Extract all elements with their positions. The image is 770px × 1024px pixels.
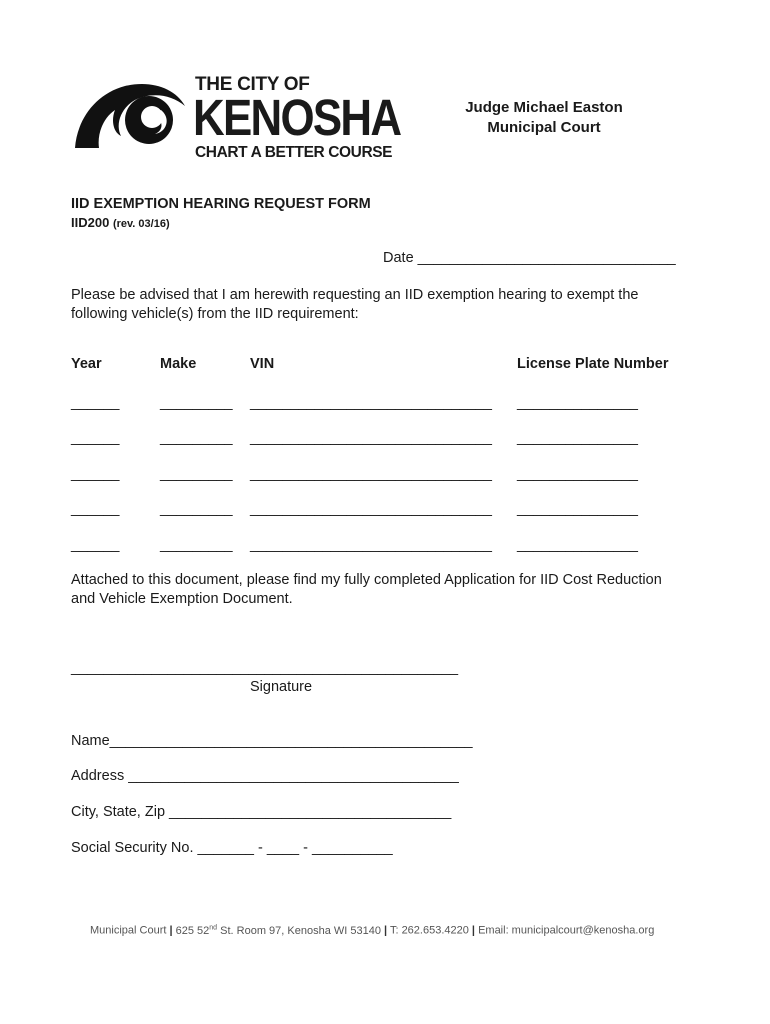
ssn-field[interactable]: Social Security No. _______ - ____ - __________	[71, 840, 393, 856]
form-code	[71, 215, 170, 230]
vin-field[interactable]: ______________________________	[250, 430, 492, 446]
date-label: Date	[383, 250, 414, 266]
license-plate-field[interactable]: _______________	[517, 501, 638, 517]
make-field[interactable]: _________	[160, 395, 233, 411]
year-field[interactable]: ______	[71, 430, 120, 446]
signature-line[interactable]: ________________________________________________	[71, 660, 459, 676]
vin-field[interactable]: ______________________________	[250, 501, 492, 517]
column-header-year: Year	[71, 356, 102, 372]
license-plate-field[interactable]: _______________	[517, 395, 638, 411]
address-field[interactable]: Address _________________________________________	[71, 768, 459, 784]
footer-address: 625 52nd St. Room 97, Kenosha WI 53140	[175, 924, 381, 937]
date-row	[383, 250, 676, 266]
form-revision: (rev. 03/16)	[112, 218, 170, 230]
footer-separator: |	[169, 924, 173, 937]
court-header	[430, 98, 658, 138]
footer-separator: |	[384, 924, 388, 937]
city-logo	[73, 74, 401, 164]
vin-field[interactable]: ______________________________	[250, 537, 492, 553]
logo-line-1: THE CITY OF	[195, 74, 310, 95]
date-field[interactable]: ________________________________	[417, 250, 676, 266]
year-field[interactable]: ______	[71, 466, 120, 482]
name-field[interactable]: Name_____________________________________________	[71, 733, 473, 749]
license-plate-field[interactable]: _______________	[517, 430, 638, 446]
year-field[interactable]: ______	[71, 395, 120, 411]
column-header-license-plate: License Plate Number	[517, 356, 669, 372]
license-plate-field[interactable]: _______________	[517, 466, 638, 482]
court-name: Municipal Court	[487, 119, 601, 136]
judge-name: Judge Michael Easton	[465, 99, 623, 116]
page-footer	[90, 924, 690, 937]
footer-court: Municipal Court	[90, 924, 167, 937]
license-plate-field[interactable]: _______________	[517, 537, 638, 553]
signature-label: Signature	[250, 679, 313, 695]
year-field[interactable]: ______	[71, 537, 120, 553]
make-field[interactable]: _________	[160, 466, 233, 482]
column-header-make: Make	[160, 356, 197, 372]
vin-field[interactable]: ______________________________	[250, 466, 492, 482]
year-field[interactable]: ______	[71, 501, 120, 517]
logo-tagline: CHART A BETTER COURSE	[195, 144, 393, 161]
vin-field[interactable]: ______________________________	[250, 395, 492, 411]
footer-email: Email: municipalcourt@kenosha.org	[478, 924, 655, 937]
column-header-vin: VIN	[250, 356, 275, 372]
make-field[interactable]: _________	[160, 501, 233, 517]
intro-paragraph: Please be advised that I am herewith requesting an IID exemption hearing to exempt the following vehicle(s) from the IID requirement:	[71, 287, 639, 322]
form-title: IID EXEMPTION HEARING REQUEST FORM	[71, 196, 371, 212]
make-field[interactable]: _________	[160, 430, 233, 446]
make-field[interactable]: _________	[160, 537, 233, 553]
wave-logo-icon	[73, 80, 191, 150]
attachment-paragraph: Attached to this document, please find my fully completed Application for IID Cost Reduction and Vehicle Exemption Document.	[71, 572, 662, 607]
city-state-zip-field[interactable]: City, State, Zip ___________________________________	[71, 804, 452, 820]
footer-separator: |	[471, 924, 475, 937]
form-code-number: IID200	[71, 215, 110, 230]
footer-phone: T: 262.653.4220	[389, 924, 469, 937]
logo-city-name: KENOSHA	[193, 89, 401, 146]
